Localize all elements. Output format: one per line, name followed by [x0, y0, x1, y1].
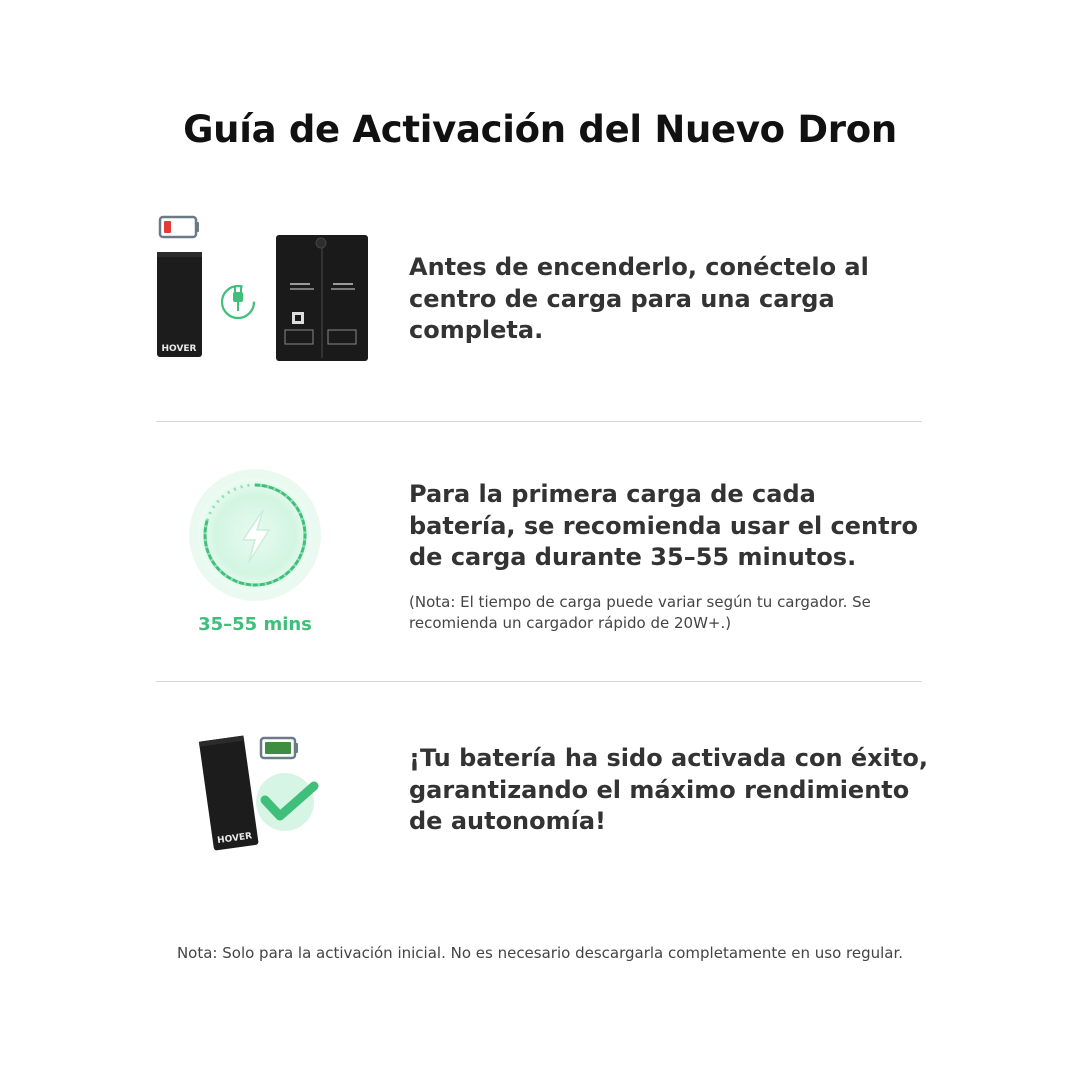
page-title: Guía de Activación del Nuevo Dron	[183, 108, 897, 151]
drone-battery	[199, 736, 259, 851]
step3-instruction: ¡Tu batería ha sido activada con éxito, garantizando el máximo rendimiento de autonomía!	[409, 744, 928, 835]
battery-brand-label: HOVER	[216, 831, 253, 847]
charging-note: (Nota: El tiempo de carga puede variar según tu cargador. Se recomienda un cargador rápido de 20W+.)	[409, 593, 871, 632]
step2-illustration	[185, 466, 325, 606]
footer-note: Nota: Solo para la activación inicial. No es necesario descargarla completamente en uso regular.	[176, 944, 904, 962]
battery-brand-label: HOVER	[161, 344, 197, 354]
step2-instruction: Para la primera carga de cada batería, se recomienda usar el centro de carga durante 35–55 minutos.	[409, 480, 918, 571]
charge-duration-label: 35–55 mins	[198, 614, 312, 635]
low-battery-icon	[160, 217, 199, 237]
check-icon	[256, 773, 314, 831]
step3-illustration	[190, 730, 330, 855]
drone-battery	[157, 252, 202, 357]
section-divider	[156, 421, 922, 422]
plug-icon	[222, 286, 254, 318]
charging-hub	[276, 235, 368, 361]
section-divider	[156, 681, 922, 682]
full-battery-icon	[261, 738, 298, 758]
step1-illustration	[150, 208, 380, 368]
step1-instruction: Antes de encenderlo, conéctelo al centro de carga para una carga completa.	[409, 253, 869, 344]
